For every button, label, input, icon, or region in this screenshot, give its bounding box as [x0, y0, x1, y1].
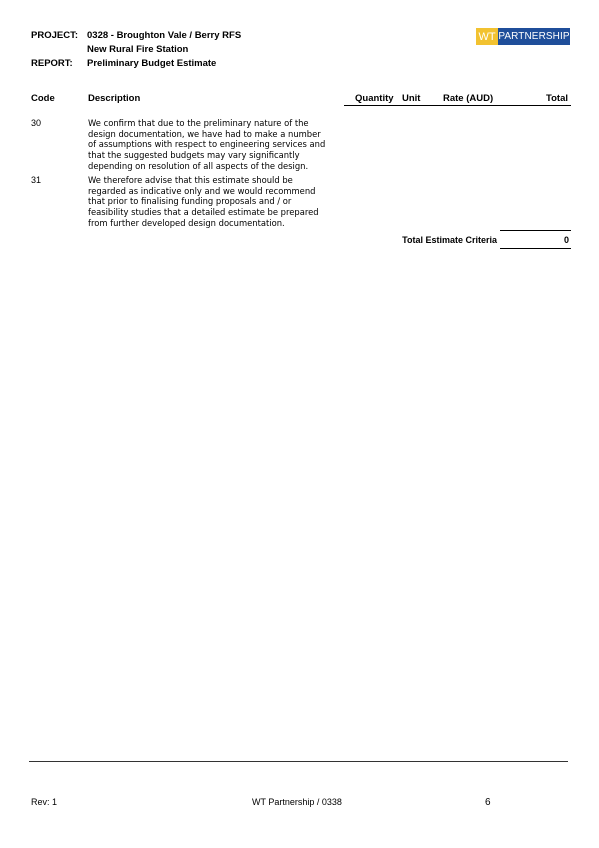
- project-title: 0328 - Broughton Vale / Berry RFS: [87, 30, 242, 41]
- logo-wt-text: WT: [476, 28, 498, 45]
- report-label: REPORT:: [31, 58, 73, 69]
- row-31-line-3: that prior to finalising funding proposals and / or: [88, 196, 292, 207]
- row-30-line-1: We confirm that due to the preliminary nature of the: [88, 118, 309, 128]
- column-header-description: Description: [88, 93, 141, 104]
- header-underline: [344, 105, 571, 106]
- report-title: Preliminary Budget Estimate: [87, 58, 217, 69]
- row-30-line-5: depending on resolution of all aspects of the design.: [88, 160, 309, 171]
- footer-company: WT Partnership / 0338: [252, 797, 342, 807]
- row-31-code: 31: [31, 175, 42, 185]
- project-subtitle: New Rural Fire Station: [87, 44, 189, 55]
- total-top-rule: [500, 230, 571, 231]
- row-30-line-2: design documentation, we have had to make a number: [88, 128, 321, 139]
- row-30-description: [88, 118, 346, 172]
- column-header-rate: Rate (AUD): [443, 93, 494, 104]
- page-number: 6: [485, 797, 491, 808]
- project-label: PROJECT:: [31, 30, 78, 41]
- row-31-line-5: from further developed design documentation.: [88, 217, 285, 228]
- footer-divider: [29, 761, 568, 762]
- row-31-line-1: We therefore advise that this estimate should be: [88, 175, 293, 185]
- column-header-total: Total: [546, 93, 568, 104]
- total-value: 0: [563, 235, 569, 245]
- row-31-line-2: regarded as indicative only and we would recommend: [88, 185, 316, 196]
- total-bottom-rule: [500, 248, 571, 249]
- company-logo: [476, 28, 570, 45]
- row-31-line-4: feasibility studies that a detailed estimate be prepared: [88, 207, 319, 218]
- column-header-unit: Unit: [402, 93, 421, 104]
- row-30-code: 30: [31, 118, 42, 128]
- row-30-line-3: of assumptions with respect to engineering services and: [88, 139, 326, 150]
- column-header-quantity: Quantity: [355, 93, 394, 104]
- footer-revision: Rev: 1: [31, 797, 58, 807]
- row-30-line-4: that the suggested budgets may vary significantly: [88, 150, 300, 161]
- logo-partnership-text: PARTNERSHIP: [498, 28, 570, 45]
- total-label: Total Estimate Criteria: [402, 235, 497, 245]
- row-31-description: [88, 175, 346, 229]
- column-header-code: Code: [31, 93, 55, 104]
